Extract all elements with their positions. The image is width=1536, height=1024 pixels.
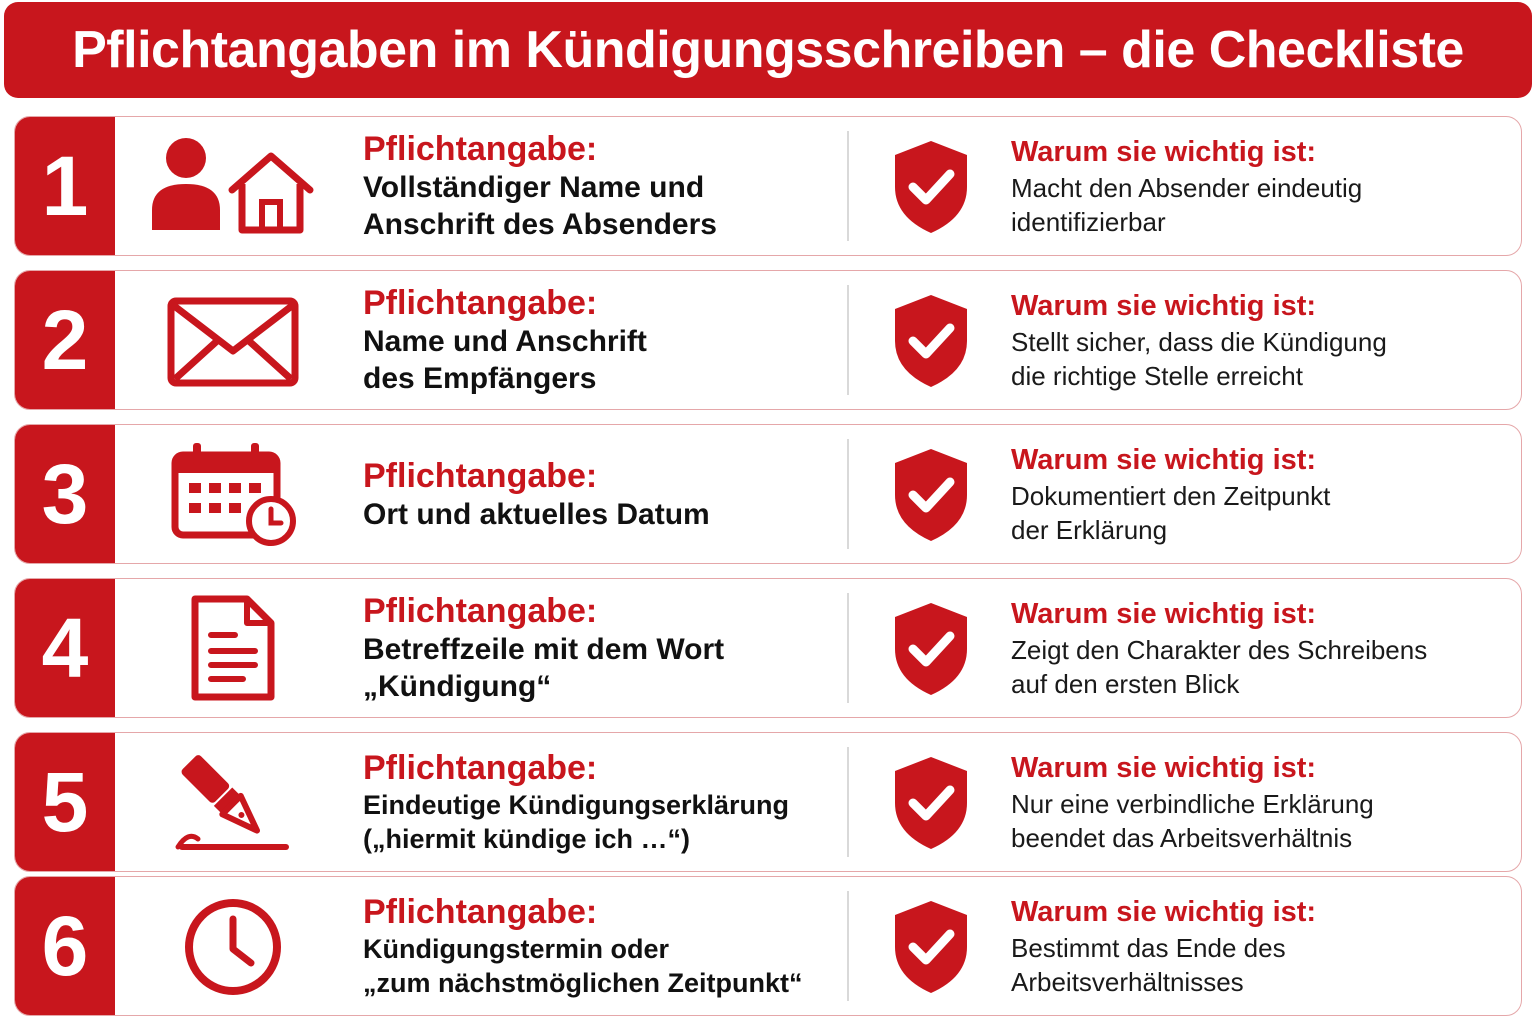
row-number: 5 [15, 733, 115, 871]
divider [847, 593, 849, 703]
requirement-text-line: („hiermit kündige ich …“) [363, 824, 691, 854]
checklist-row-1 [14, 116, 1522, 256]
reason-label: Warum sie wichtig ist: [1011, 896, 1317, 928]
requirement-text-line: „Kündigung“ [363, 670, 552, 703]
reason-block [1011, 425, 1511, 563]
reason-label: Warum sie wichtig ist: [1011, 752, 1317, 784]
requirement-text-line: Kündigungstermin oder [363, 934, 669, 964]
reason-text-line: Arbeitsverhältnisses [1011, 967, 1244, 997]
shield-check-icon [891, 137, 971, 237]
reason-block [1011, 579, 1511, 717]
page-title: Pflichtangaben im Kündigungsschreiben – die Checkliste [72, 21, 1464, 79]
reason-block [1011, 877, 1511, 1015]
clock-icon [133, 891, 333, 1003]
divider [847, 131, 849, 241]
shield-check-icon [891, 599, 971, 699]
checklist-row-3 [14, 424, 1522, 564]
requirement-block [363, 733, 833, 871]
requirement-label: Pflichtangabe: [363, 130, 598, 168]
reason-text-line: beendet das Arbeitsverhältnis [1011, 823, 1353, 853]
shield-check-icon [891, 753, 971, 853]
requirement-text-line: „zum nächstmöglichen Zeitpunkt“ [363, 968, 803, 998]
document-icon [133, 593, 333, 705]
row-number: 4 [15, 579, 115, 717]
divider [847, 891, 849, 1001]
divider [847, 439, 849, 549]
requirement-block [363, 271, 833, 409]
requirement-text-line: des Empfängers [363, 362, 597, 395]
requirement-text-line: Vollständiger Name und [363, 171, 705, 204]
reason-text-line: der Erklärung [1011, 515, 1168, 545]
requirement-label: Pflichtangabe: [363, 893, 598, 931]
reason-text-line: die richtige Stelle erreicht [1011, 361, 1303, 391]
row-number: 3 [15, 425, 115, 563]
shield-check-icon [891, 897, 971, 997]
header-banner [4, 2, 1532, 98]
requirement-label: Pflichtangabe: [363, 592, 598, 630]
calendar-clock-icon [133, 439, 333, 551]
requirement-text-line: Eindeutige Kündigungserklärung [363, 790, 790, 820]
checklist-row-6 [14, 876, 1522, 1016]
row-number: 2 [15, 271, 115, 409]
person-house-icon [133, 131, 333, 243]
requirement-text-line: Betreffzeile mit dem Wort [363, 633, 725, 666]
reason-label: Warum sie wichtig ist: [1011, 290, 1317, 322]
reason-block [1011, 117, 1511, 255]
row-number: 6 [15, 877, 115, 1015]
requirement-text-line: Name und Anschrift [363, 325, 647, 358]
shield-check-icon [891, 445, 971, 545]
requirement-block [363, 117, 833, 255]
requirement-block [363, 877, 833, 1015]
reason-text-line: Bestimmt das Ende des [1011, 933, 1286, 963]
requirement-block [363, 425, 833, 563]
reason-label: Warum sie wichtig ist: [1011, 136, 1317, 168]
reason-text-line: identifizierbar [1011, 207, 1166, 237]
reason-text-line: Macht den Absender eindeutig [1011, 173, 1363, 203]
reason-label: Warum sie wichtig ist: [1011, 598, 1317, 630]
reason-text-line: Nur eine verbindliche Erklärung [1011, 789, 1374, 819]
checklist-row-5 [14, 732, 1522, 872]
row-number: 1 [15, 117, 115, 255]
requirement-label: Pflichtangabe: [363, 456, 598, 495]
requirement-text-line: Anschrift des Absenders [363, 208, 717, 241]
divider [847, 285, 849, 395]
reason-label: Warum sie wichtig ist: [1011, 444, 1317, 476]
requirement-label: Pflichtangabe: [363, 284, 598, 322]
reason-text-line: Dokumentiert den Zeitpunkt [1011, 481, 1331, 511]
fountain-pen-icon [133, 747, 333, 859]
shield-check-icon [891, 291, 971, 391]
reason-text-line: auf den ersten Blick [1011, 669, 1240, 699]
reason-block [1011, 733, 1511, 871]
reason-text-line: Zeigt den Charakter des Schreibens [1011, 635, 1428, 665]
reason-text-line: Stellt sicher, dass die Kündigung [1011, 327, 1387, 357]
requirement-text-line: Ort und aktuelles Datum [363, 497, 710, 531]
checklist-row-4 [14, 578, 1522, 718]
envelope-icon [133, 285, 333, 397]
checklist-row-2 [14, 270, 1522, 410]
requirement-label: Pflichtangabe: [363, 749, 598, 787]
requirement-block [363, 579, 833, 717]
divider [847, 747, 849, 857]
reason-block [1011, 271, 1511, 409]
